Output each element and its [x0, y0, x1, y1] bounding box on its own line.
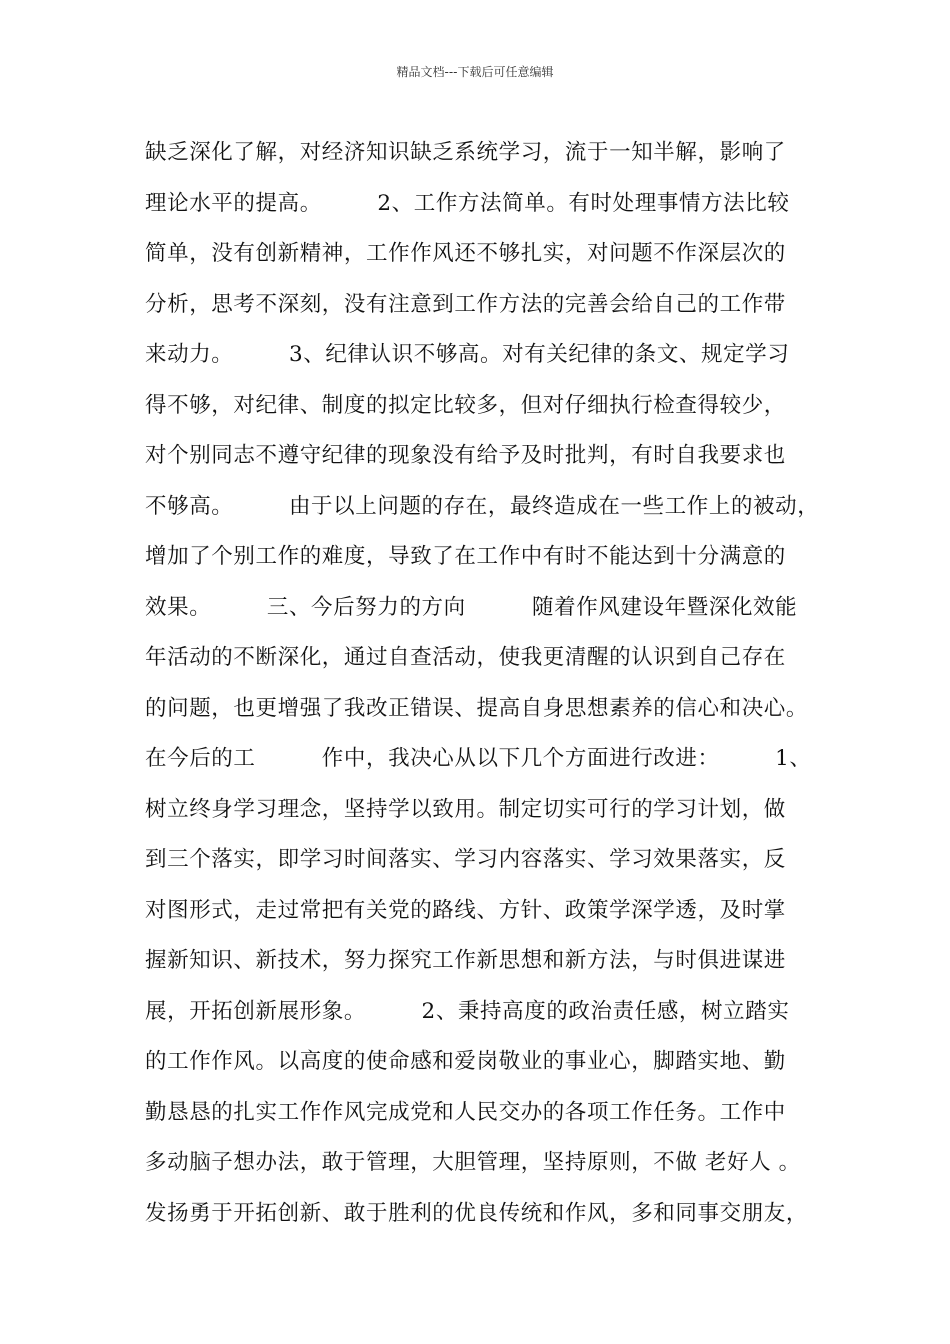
- text-line: 简单，没有创新精神，工作作风还不够扎实，对问题不作深层次的: [145, 241, 786, 266]
- text-line: 年活动的不断深化，通过自查活动，使我更清醒的认识到自己存在: [145, 645, 786, 670]
- text-line: 来动力。 3、纪律认识不够高。对有关纪律的条文、规定学习: [145, 342, 790, 367]
- text-line: 得不够，对纪律、制度的拟定比较多，但对仔细执行检查得较少，: [145, 392, 786, 418]
- text-line: 对个别同志不遵守纪律的现象没有给予及时批判，有时自我要求也: [145, 443, 786, 468]
- text-line: 勤恳恳的扎实工作作风完成党和人民交办的各项工作任务。工作中: [145, 1099, 786, 1125]
- text-line: 效果。 三、今后努力的方向 随着作风建设年暨深化效能: [145, 594, 798, 620]
- text-line: 增加了个别工作的难度，导致了在工作中有时不能达到十分满意的: [145, 544, 786, 569]
- text-line: 展，开拓创新展形象。 2、秉持高度的政治责任感，树立踏实: [145, 998, 790, 1024]
- text-line: 的问题，也更增强了我改正错误、提高自身思想素养的信心和决心。: [145, 695, 809, 721]
- text-line: 到三个落实，即学习时间落实、学习内容落实、学习效果落实，反: [145, 847, 786, 872]
- text-line: 缺乏深化了解，对经济知识缺乏系统学习，流于一知半解，影响了: [145, 140, 786, 165]
- text-line: 多动脑子想办法，敢于管理，大胆管理，坚持原则，不做 老好人 。: [145, 1150, 801, 1175]
- text-line: 的工作作风。以高度的使命感和爱岗敬业的事业心，脚踏实地、勤: [145, 1049, 786, 1074]
- page-header: 精品文档---下载后可任意编辑: [396, 65, 554, 79]
- text-line: 树立终身学习理念，坚持学以致用。制定切实可行的学习计划，做: [145, 796, 786, 822]
- text-line: 对图形式，走过常把有关党的路线、方针、政策学深学透，及时掌: [145, 897, 786, 923]
- text-line: 握新知识、新技术，努力探究工作新思想和新方法，与时俱进谋进: [145, 948, 786, 973]
- body-text: [145, 128, 845, 1239]
- text-line: 在今后的工 作中，我决心从以下几个方面进行改进： 1、: [145, 746, 812, 771]
- text-line: 发扬勇于开拓创新、敢于胜利的优良传统和作风，多和同事交朋友，: [145, 1200, 809, 1226]
- text-line: 不够高。 由于以上问题的存在，最终造成在一些工作上的被动，: [145, 493, 820, 519]
- text-line: 理论水平的提高。 2、工作方法简单。有时处理事情方法比较: [145, 190, 790, 216]
- text-line: 分析，思考不深刻，没有注意到工作方法的完善会给自己的工作带: [145, 291, 786, 317]
